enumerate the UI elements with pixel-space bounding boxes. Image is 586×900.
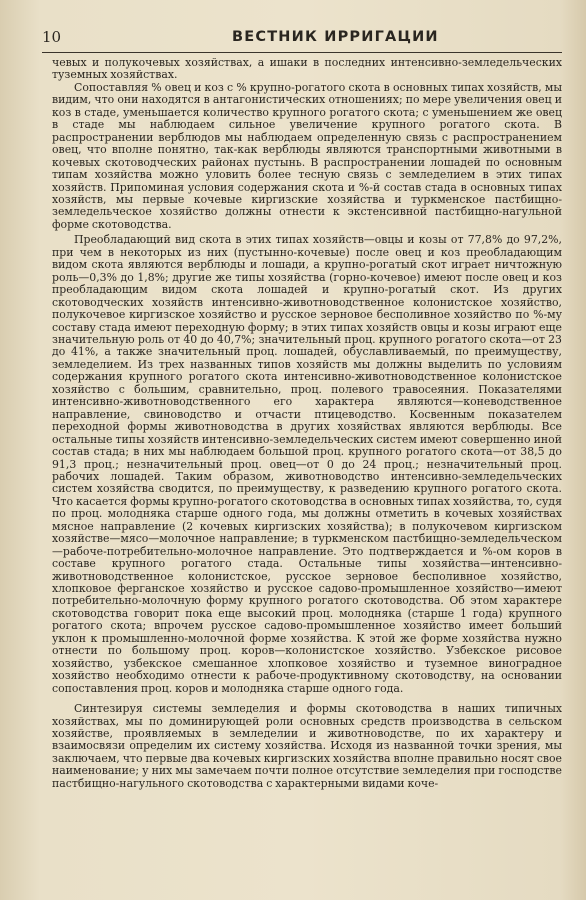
page-header [42, 22, 562, 53]
journal-title: ВЕСТНИК ИРРИГАЦИИ [232, 29, 439, 45]
paragraph-synthesis: Синтезируя системы земледелия и формы скотоводства в наших типичных хозяйствах, мы по доминирующей роли основных средств производства в сельском хозяйстве, проявляемых в земледелии и животноводстве, по их характеру и взаимосвязи определим их систему хозяйства. Исходя из названной точки зрения, мы заключаем, что первые два кочевых киргизских хозяйства вполне правильно носят свое наименование; у них мы замечаем почти полное отсутствие земледелия при господстве пастбищно-нагульного скотоводства с характерными видами коче- [52, 702, 562, 790]
paragraph-continuation: чевых и полукочевых хозяйствах, а ишаки в последних интенсивно-земледельческих туземных хозяйствах. [52, 56, 562, 82]
paragraph-sheep-cattle-comparison: Сопоставляя % овец и коз с % крупно-рогатого скота в основных типах хозяйств, мы видим, что они находятся в антагонистических отношениях; по мере увеличения овец и коз в стаде, уменьшается количество крупного рогатого скота; с уменьшением же овец в стаде мы наблюдаем сильное увеличение крупного рогатого скота. В распространении верблюдов мы наблюдаем определенную связь с распространением овец, что вполне понятно, так-как верблюды являются транспортными животными в кочевых скотоводческих районах пустынь. В распространении лошадей по основным типам хозяйства можно уловить более тесную связь с земледелием в этих типах хозяйств. Припоминая условия содержания скота и %-й состав стада в основных типах хозяйств, мы первые кочевые киргизские хозяйства и туркменское пастбищно-земледельческое хозяйство должны отнести к экстенсивной пастбищно-нагульной форме скотоводства. [52, 80, 562, 231]
paragraph-herd-composition: Преобладающий вид скота в этих типах хозяйств—овцы и козы от 77,8% до 97,2%, при чем в некоторых из них (пустынно-кочевые) после овец и коз преобладающим видом скота являются верблюды и лошади, а крупно-рогатый скот играет ничтожную роль—0,3% до 1,8%; другие же типы хозяйства (горно-кочевое) имеют после овец и коз преобладающим видом скота лошадей и крупно-рогатый скот. Из других скотоводческих хозяйств интенсивно-животноводственное колонистское хозяйство, полукочевое киргизское хозяйство и русское зерновое бесполивное хозяйство по %-му составу стада имеют переходную форму; в этих типах хозяйств овцы и козы играют еще значительную роль от 40 до 40,7%; значительный проц. крупного рогатого скота—от 23 до 41%, а также значительный проц. лошадей, обуславливаемый, по преимуществу, земледелием. Из трех названных типов хозяйств мы должны выделить по условиям содержания крупного рогатого скота интенсивно-животноводственное колонистское хозяйство с большим, сравнительно, проц. полевого травосеяния. Показателями интенсивно-животноводственного его характера являются—коневодственное направление, свиноводство и отчасти птицеводство. Косвенным показателем переходной формы животноводства в других хозяйствах являются верблюды. Все остальные типы хозяйств интенсивно-земледельческих систем имеют совершенно иной состав стада; в них мы наблюдаем большой проц. крупного рогатого скота—от 38,5 до 91,3 проц.; незначительный проц. овец—от 0 до 24 проц.; незначительный проц. рабочих лошадей. Таким образом, животноводство интенсивно-земледельческих систем хозяйства сводится, по преимуществу, к разведению крупного рогатого скота. Что касается формы крупно-рогатого скотоводства в основных типах хозяйства, то, судя по проц. молодняка старше одного года, мы должны отметить в кочевых хозяйствах мясное направление (2 кочевых киргизских хозяйства); в полукочевом киргизском хозяйстве—мясо—молочное направление; в туркменском пастбищно-земледельческом—рабоче-потребительно-молочное направление. Это подтверждается и %-ом коров в составе крупного рогатого стада. Остальные типы хозяйства—интенсивно-животноводственное колонистское, русское зерновое бесполивное хозяйство, хлопковое ферганское хозяйство и русское садово-промышленное хозяйство—имеют потребительно-молочную форму крупного рогатого скотоводства. Об этом характере скотоводства говорит пока еще высокий проц. молодняка (старше 1 года) крупного рогатого скота; впрочем русское садово-промышленное хозяйство имеет больший уклон к промышленно-молочной форме хозяйства. К этой же форме хозяйства нужно отнести по большому проц. коров—колонистское хозяйство. Узбекское рисовое хозяйство, узбекское смешанное хлопковое хозяйство и туземное виноградное хозяйство необходимо отнести к рабоче-продуктивному скотоводству, на основании сопоставления проц. коров и молодняка старше одного года. [52, 233, 562, 695]
page-number: 10 [42, 28, 62, 46]
article-body [52, 57, 562, 790]
